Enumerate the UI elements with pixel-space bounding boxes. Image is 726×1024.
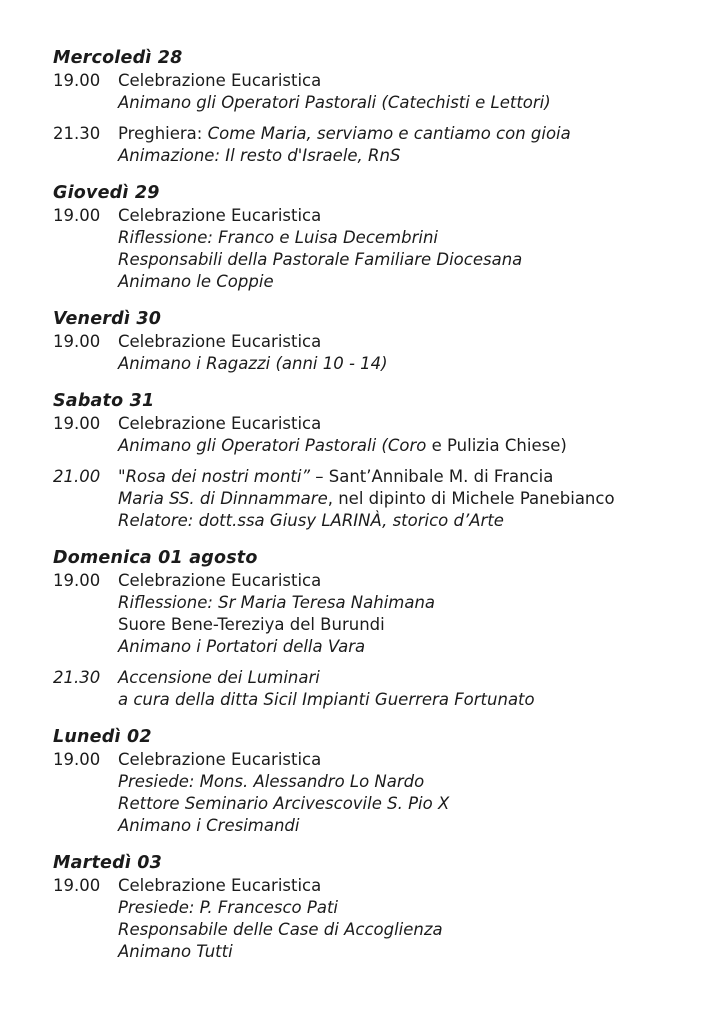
event-line	[118, 205, 702, 227]
event-block	[53, 875, 702, 963]
event-line	[118, 145, 702, 167]
event-line	[118, 614, 702, 636]
event-details	[118, 123, 702, 167]
text-segment: a cura della ditta Sicil Impianti Guerrera Fortunato	[118, 690, 535, 709]
text-segment: Celebrazione Eucaristica	[118, 571, 322, 590]
event-block	[53, 331, 702, 375]
day-heading: Martedì 03	[53, 853, 163, 873]
day-heading: Domenica 01 agosto	[53, 548, 258, 568]
day-heading: Giovedì 29	[53, 183, 160, 203]
event-line	[118, 92, 702, 114]
text-segment: Animano Tutti	[118, 942, 233, 961]
text-segment: Animano gli Operatori Pastorali (Coro	[118, 436, 432, 455]
event-line	[118, 413, 702, 435]
event-details	[118, 570, 702, 658]
text-segment: Come Maria, serviamo e cantiamo con gioia	[207, 124, 571, 143]
event-line	[118, 793, 702, 815]
text-segment: Celebrazione Eucaristica	[118, 332, 322, 351]
day-section	[53, 726, 702, 837]
event-line	[118, 70, 702, 92]
text-segment: Responsabile delle Case di Accoglienza	[118, 920, 443, 939]
event-time: 21.00	[53, 467, 101, 486]
event-line	[118, 815, 702, 837]
event-time: 21.30	[53, 668, 101, 687]
text-segment: Responsabili della Pastorale Familiare Diocesana	[118, 250, 523, 269]
text-segment: , nel dipinto di Michele Panebianco	[327, 489, 615, 508]
event-details	[118, 70, 702, 114]
day-heading: Lunedì 02	[53, 727, 152, 747]
event-details	[118, 205, 702, 293]
text-segment: Celebrazione Eucaristica	[118, 71, 322, 90]
event-block	[53, 123, 702, 167]
event-line	[118, 749, 702, 771]
event-time: 19.00	[53, 332, 101, 351]
event-time: 19.00	[53, 206, 101, 225]
event-details	[118, 413, 702, 457]
text-segment: Relatore: dott.ssa Giusy LARINÀ, storico d’Arte	[118, 511, 504, 530]
text-segment: Animano i Portatori della Vara	[118, 637, 366, 656]
event-line	[118, 123, 702, 145]
text-segment: Animano gli Operatori Pastorali (Catechisti e Lettori)	[118, 93, 551, 112]
day-section	[53, 852, 702, 963]
event-line	[118, 592, 702, 614]
event-time: 19.00	[53, 71, 101, 90]
text-segment: Presiede: Mons. Alessandro Lo Nardo	[118, 772, 425, 791]
event-details	[118, 749, 702, 837]
event-time: 21.30	[53, 124, 101, 143]
event-line	[118, 331, 702, 353]
text-segment: Celebrazione Eucaristica	[118, 206, 322, 225]
event-line	[118, 488, 702, 510]
event-details	[118, 466, 702, 532]
event-line	[118, 636, 702, 658]
event-block	[53, 749, 702, 837]
event-line	[118, 271, 702, 293]
text-segment: Animano i Cresimandi	[118, 816, 300, 835]
day-section	[53, 308, 702, 375]
event-block	[53, 70, 702, 114]
day-section	[53, 47, 702, 167]
event-details	[118, 667, 702, 711]
event-line	[118, 466, 702, 488]
event-line	[118, 771, 702, 793]
text-segment: Celebrazione Eucaristica	[118, 750, 322, 769]
event-line	[118, 227, 702, 249]
event-line	[118, 435, 702, 457]
event-details	[118, 331, 702, 375]
day-heading: Mercoledì 28	[53, 48, 183, 68]
event-time: 19.00	[53, 414, 101, 433]
text-segment: Maria SS. di Dinnammare	[118, 489, 328, 508]
event-line	[118, 667, 702, 689]
event-block	[53, 570, 702, 658]
day-heading: Sabato 31	[53, 391, 155, 411]
event-line	[118, 875, 702, 897]
event-block	[53, 466, 702, 532]
text-segment: Presiede: P. Francesco Pati	[118, 898, 339, 917]
event-block	[53, 205, 702, 293]
event-time: 19.00	[53, 750, 101, 769]
text-segment: Animano i Ragazzi (anni 10 - 14)	[118, 354, 388, 373]
event-time: 19.00	[53, 571, 101, 590]
text-segment: Riflessione: Franco e Luisa Decembrini	[118, 228, 439, 247]
event-block	[53, 667, 702, 711]
text-segment: Celebrazione Eucaristica	[118, 414, 322, 433]
text-segment: e Pulizia Chiese)	[431, 436, 567, 455]
event-line	[118, 353, 702, 375]
event-line	[118, 249, 702, 271]
day-section	[53, 547, 702, 711]
schedule	[53, 47, 702, 963]
event-line	[118, 689, 702, 711]
event-line	[118, 510, 702, 532]
text-segment: Animano le Coppie	[118, 272, 274, 291]
text-segment: Suore Bene-Tereziya del Burundi	[118, 615, 385, 634]
event-line	[118, 919, 702, 941]
text-segment: Preghiera:	[118, 124, 208, 143]
text-segment: Riflessione: Sr Maria Teresa Nahimana	[118, 593, 436, 612]
text-segment: Rettore Seminario Arcivescovile S. Pio X	[118, 794, 450, 813]
event-line	[118, 570, 702, 592]
text-segment: – Sant’Annibale M. di Francia	[315, 467, 554, 486]
event-time: 19.00	[53, 876, 101, 895]
event-details	[118, 875, 702, 963]
day-heading: Venerdì 30	[53, 309, 162, 329]
text-segment: Celebrazione Eucaristica	[118, 876, 322, 895]
text-segment: Animazione: Il resto d'Israele, RnS	[118, 146, 401, 165]
day-section	[53, 182, 702, 293]
event-block	[53, 413, 702, 457]
day-section	[53, 390, 702, 532]
text-segment: Accensione dei Luminari	[118, 668, 320, 687]
event-line	[118, 941, 702, 963]
event-line	[118, 897, 702, 919]
text-segment: "Rosa dei nostri monti”	[118, 467, 316, 486]
